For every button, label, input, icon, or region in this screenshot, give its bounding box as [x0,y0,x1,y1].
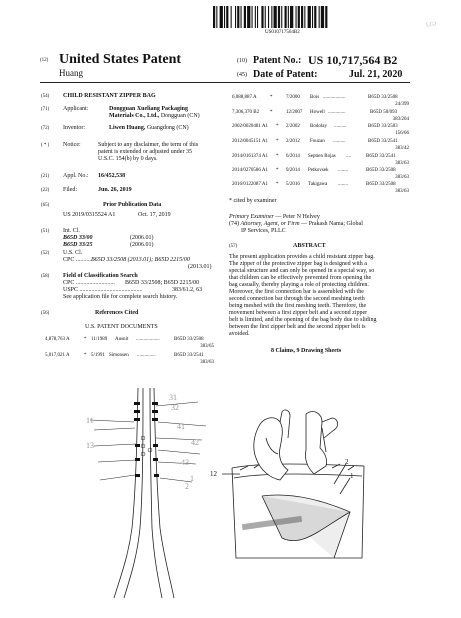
cpc-label: CPC .......... [63,257,91,263]
ref-class: B65D 33/2583 [368,124,398,129]
ref-star: * [84,353,87,358]
uscl-code: (52) [41,251,50,256]
ref-date: 2/2002 [286,124,300,129]
notice-line-2: patent is extended or adjusted under 35 [98,149,192,155]
barcode-bar [220,6,223,28]
claims-sheets: 8 Claims, 9 Drawing Sheets [271,348,342,354]
inventor-surname: Huang [59,68,83,78]
filed-code: (22) [41,188,50,193]
cited-note: * cited by examiner [229,198,277,204]
examiner-line: Primary Examiner — Peter N Helvey [229,214,320,220]
patent-date: Jul. 21, 2020 [349,69,403,80]
ref-label-2: 2 [185,482,189,491]
intcl-class-2: B65D 33/25 [63,242,93,248]
appl-code: (21) [41,174,50,179]
abstract-line: bag casually, thereby playing a role of protecting children. [229,282,369,288]
bag-opening-figure [222,408,382,578]
barcode-bar [301,6,303,28]
ref-date: 9/2014 [286,168,300,173]
ref-dots: ........ [338,168,348,173]
ref-label-12: 12 [210,470,217,478]
ref-name: Fouzan [310,139,325,144]
barcode-bar [290,6,293,28]
ref-class: B65D 33/2508 [174,337,204,342]
barcode-bar [257,6,258,28]
field-cpc-value: B65D 33/2508; B65D 2215/00 [125,280,200,286]
applicant-name: Dongguan Xueliang Packaging [109,106,189,112]
ref-class-2: 24/399 [395,102,409,107]
applicant-label: Applicant: [63,106,89,112]
barcode-bar [226,6,228,28]
ref-star: * [276,124,279,129]
prior-pub-date: Oct. 17, 2019 [138,212,171,218]
patent-no-code: (10) [237,58,247,64]
refs-code: (56) [41,311,50,316]
ref-date: 6/2014 [286,154,300,159]
barcode-number: US010717564B2 [265,30,300,35]
ref-dots: .......... [334,124,347,129]
abstract-code: (57) [229,244,238,249]
ref-number: 2014/0270586 A1 [232,168,268,173]
ref-number: 2002/0020481 A1 [232,124,268,129]
ref-number: 5,017,021 A [45,353,70,358]
us-docs-heading: U.S. PATENT DOCUMENTS [85,324,158,330]
applicant-code: (71) [41,107,50,112]
ref-star: * [270,110,273,115]
ref-name: Howell [310,110,325,115]
barcode-bar [308,6,311,28]
ref-label-1b: 1 [350,472,354,480]
ref-star: * [276,168,279,173]
ref-class-2: 383/63 [395,161,409,166]
cpc-line-1: B65D 33/2508 (2013.01); B65D 2215/00 [91,257,190,263]
attorney-line: (74) Attorney, Agent, or Firm — Prakash Nama; Global [229,221,363,227]
abstract-line: being meshed with the first meshing teeth. Therefore, the [229,303,367,309]
barcode-bar [285,6,287,28]
refs-heading: References Cited [95,310,139,316]
abstract-line: second connection bar through the second meshing teeth [229,296,365,302]
ref-name: Takigawa [308,182,328,187]
ref-class: B65D 33/2508 [366,182,396,187]
ref-star: * [276,182,279,187]
barcode-bar [298,6,300,28]
ref-class-2: 383/63 [200,360,214,365]
ref-name: Petkovsek [308,168,329,173]
ref-label-42: 42 [191,438,199,447]
ref-date: 12/2007 [286,110,303,115]
filed-label: Filed: [63,187,78,193]
ref-star: * [84,337,87,342]
barcode-bar [288,6,289,28]
abstract-line: movement between a first zipper belt and a second zipper [229,310,368,316]
barcode-bar [247,6,250,28]
cpc-line-2: (2013.01) [188,264,212,270]
notice-line-3: U.S.C. 154(b) by 0 days. [98,156,158,162]
field-uspc-label: USPC .......................................... [63,287,143,293]
barcode-bar [278,6,280,28]
ref-number: 4,878,763 A [45,337,70,342]
ref-date: 5/2016 [286,182,300,187]
ref-dots: .................. [323,95,346,100]
appl-number: 16/452,538 [98,173,126,179]
ref-class: B65D 33/2541 [368,139,398,144]
ref-star: * [276,154,279,159]
ref-number: 2012/0045151 A1 [232,139,268,144]
title-code: (54) [41,94,50,99]
ref-label-1: 1 [190,474,194,483]
barcode-bar [304,6,305,28]
kind-code: (12) [40,58,49,63]
barcode-bar [224,6,225,28]
ref-dots: .......... [333,139,346,144]
inventor-name: Liwen Huang, Guangdong (CN) [109,125,189,131]
field-note: See application file for complete search history. [63,294,178,300]
barcode-bar [325,6,327,28]
field-uspc-value: 383/61.2, 63 [172,287,203,293]
abstract-heading: ABSTRACT [293,243,326,249]
intcl-version-2: (2006.01) [130,242,154,248]
barcode-bar [265,6,266,28]
barcode-bar [274,6,277,28]
barcode-bar [213,6,215,28]
abstract-line: special structure and can only be opened in a special way, so [229,268,375,274]
applicant-line2: Materials Co., Ltd., Dongguan (CN) [109,113,200,119]
ref-number: 6,088,887 A [232,95,257,100]
ref-label-43: 43 [181,458,189,467]
ref-label-31: 31 [169,393,177,402]
barcode-bar [235,6,236,28]
ref-star: * [270,95,273,100]
ref-date: 11/1989 [91,337,108,342]
patent-no-label: Patent No.: [253,55,302,66]
zipper-cross-section-figure [80,378,220,608]
doc-title: United States Patent [59,52,182,67]
ref-dots: ........ [338,182,348,187]
ref-dots: .... [346,154,351,159]
barcode-bar [268,6,269,28]
barcode-bar [241,6,242,28]
barcode [213,6,381,28]
filed-date: Jun. 26, 2019 [98,187,132,193]
ref-dots: .............. [328,110,346,115]
ref-label-41: 41 [177,422,185,431]
ref-label-11: 11 [86,416,94,425]
barcode-bar [255,6,256,28]
ref-label-32: 32 [171,403,179,412]
barcode-bar [312,6,313,28]
abstract-line: belt is limited, and the opening of the bag body due to sliding [229,317,377,323]
ref-class-2: 383/63 [395,175,409,180]
barcode-bar [314,6,316,28]
date-code: (45) [237,72,247,78]
abstract-line: avoided. [229,331,250,337]
barcode-bar [231,6,232,28]
invention-title: CHILD RESISTANT ZIPPER BAG [63,93,156,99]
barcode-bar [319,6,320,28]
ref-class-2: 383/63 [395,189,409,194]
attorney-line-2: IP Services, PLLC [241,228,286,234]
ref-class: B65D 33/2508 [366,168,396,173]
ref-class-2: 156/66 [395,131,409,136]
abstract-line: that children can be effectively prevented from opening the [229,275,372,281]
barcode-bar [281,6,282,28]
abstract-line: The zipper of the protective zipper bag is designed with a [229,261,367,267]
prior-code: (65) [41,203,50,208]
barcode-bar [216,6,217,28]
barcode-bar [296,6,297,28]
abstract-line: between the first zipper belt and the second zipper belt is [229,324,366,330]
prior-heading: Prior Publication Data [103,202,162,208]
prior-pub-number: US 2019/0315524 A1 [63,212,116,218]
ref-date: 5/1991 [91,353,105,358]
ref-dots: ................... [136,337,160,342]
header-rule [40,82,410,83]
corner-mark: LGJ [425,21,437,29]
intcl-label: Int. Cl. [63,228,80,234]
ref-class-2: 383/42 [395,146,409,151]
ref-name: Simonsen [109,353,129,358]
ref-date: 7/2000 [286,95,300,100]
ref-class-2: 383/204 [392,117,409,122]
notice-label: Notice: [63,142,81,148]
ref-name: Bodolay [310,124,327,129]
ref-name: Bois [310,95,320,100]
ref-class: B65D 50/093 [370,110,398,115]
notice-code: ( * ) [41,143,50,148]
ref-date: 2/2012 [286,139,300,144]
intcl-code: (51) [41,229,50,234]
barcode-bar [321,6,324,28]
ref-name: Septien Rojas [308,154,336,159]
barcode-bar [244,6,246,28]
inventor-label: Inventor: [63,125,85,131]
ref-class: B65D 33/2541 [366,154,396,159]
abstract-line: Moreover, the first connection bar is assembled with the [229,289,364,295]
ref-class: B65D 33/2541 [174,353,204,358]
ref-label-13: 13 [86,441,94,450]
field-cpc-label: CPC .......................... [63,280,115,286]
notice-line-1: Subject to any disclaimer, the term of this [98,142,199,148]
patent-number: US 10,717,564 B2 [308,53,398,67]
inventor-code: (72) [41,126,50,131]
uscl-label: U.S. Cl. [63,250,83,256]
ref-class-2: 383/65 [200,344,214,349]
field-code: (58) [41,274,50,279]
ref-star: * [276,139,279,144]
barcode-bar [237,6,239,28]
barcode-bar [261,6,263,28]
intcl-version-1: (2006.01) [130,235,154,241]
ref-name: Ausnit [115,337,129,342]
barcode-bar [271,6,272,28]
appl-label: Appl. No.: [63,173,89,179]
ref-number: 2014/0161374 A1 [232,154,268,159]
date-label: Date of Patent: [253,69,318,80]
abstract-line: The present application provides a child resistant zipper bag. [229,254,375,260]
ref-label-2b: 2 [345,458,349,466]
intcl-class-1: B65D 33/00 [63,235,93,241]
ref-class: B65D 33/2508 [368,95,398,100]
ref-number: 7,306,370 B2 [232,110,260,115]
ref-dots: ............... [137,353,156,358]
barcode-bar [252,6,253,28]
field-heading: Field of Classification Search [63,273,138,279]
ref-number: 2016/0122087 A1 [232,182,268,187]
